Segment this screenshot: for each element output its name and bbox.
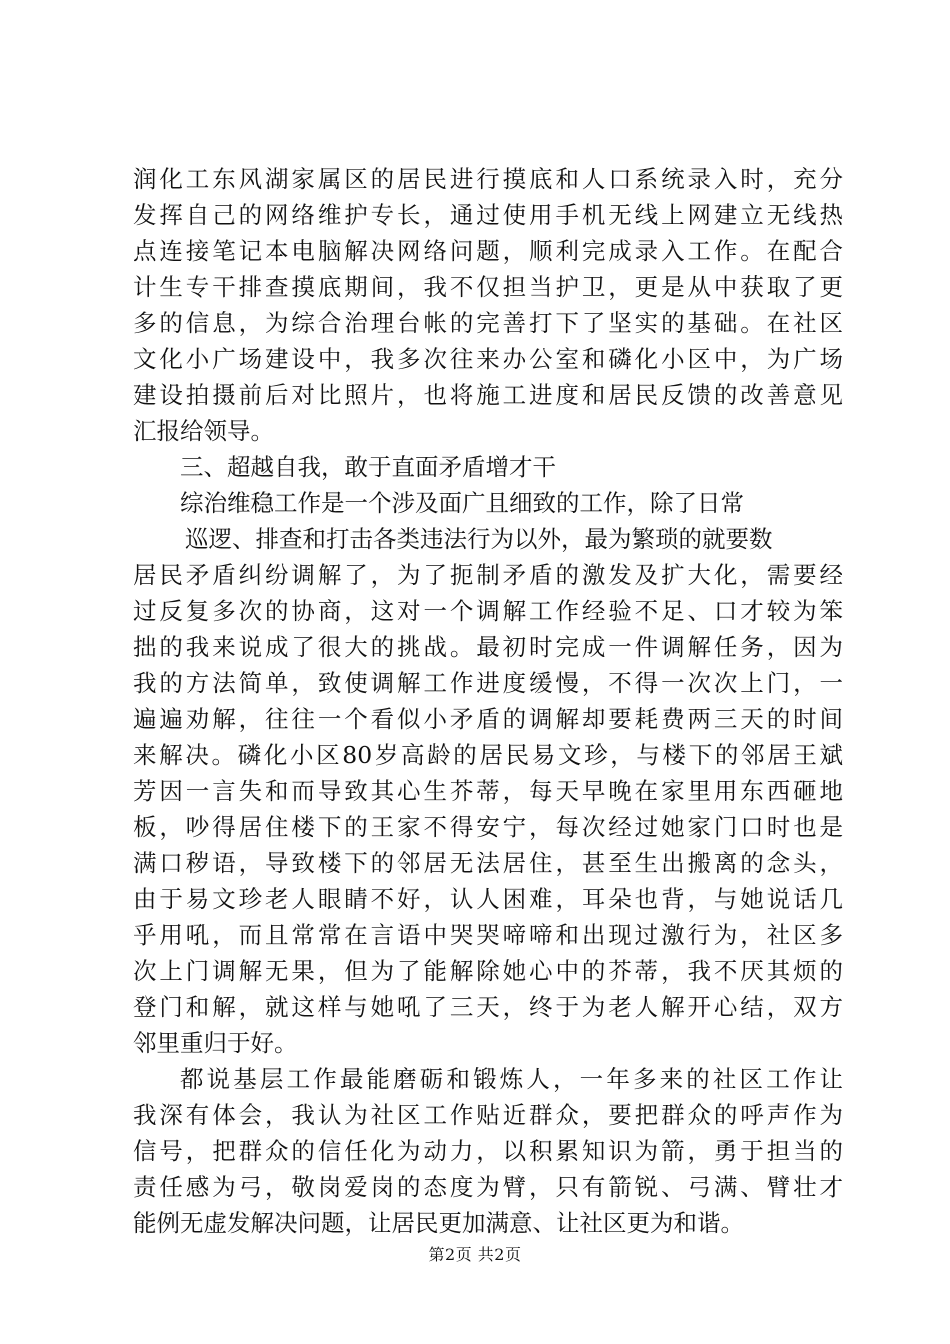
text-line: 板，吵得居住楼下的王家不得安宁，每次经过她家门口时也是 [133,813,843,841]
text-line: 计生专干排查摸底期间，我不仅担当护卫，更是从中获取了更 [133,273,843,301]
page-footer: 第2页 共2页 [428,1245,522,1264]
paragraph-first-line: 综治维稳工作是一个涉及面广且细致的工作，除了日常 [180,489,744,517]
text-line: 满口秽语，导致楼下的邻居无法居住，甚至生出搬离的念头， [133,849,843,877]
text-line: 汇报给领导。 [133,417,274,445]
text-line: 信号，把群众的信任化为动力，以积累知识为箭，勇于担当的 [133,1137,843,1165]
text-line: 乎用吼，而且常常在言语中哭哭啼啼和出现过激行为，社区多 [133,921,843,949]
text-line: 巡逻、排查和打击各类违法行为以外，最为繁琐的就要数 [185,525,773,553]
text-line: 次上门调解无果，但为了能解除她心中的芥蒂，我不厌其烦的 [133,957,843,985]
section-heading: 三、超越自我，敢于直面矛盾增才干 [180,453,556,481]
text-line: 能例无虚发解决问题，让居民更加满意、让社区更为和谐。 [133,1209,744,1237]
text-line: 我的方法简单，致使调解工作进度缓慢，不得一次次上门，一 [133,669,843,697]
text-line: 居民矛盾纠纷调解了，为了扼制矛盾的激发及扩大化，需要经 [133,561,843,589]
text-line: 我深有体会，我认为社区工作贴近群众，要把群众的呼声作为 [133,1101,843,1129]
text-line: 登门和解，就这样与她吼了三天，终于为老人解开心结，双方 [133,993,843,1021]
text-line: 来解决。磷化小区80岁高龄的居民易文珍，与楼下的邻居王斌 [133,741,843,769]
text-line: 由于易文珍老人眼睛不好，认人困难，耳朵也背，与她说话几 [133,885,843,913]
text-line: 拙的我来说成了很大的挑战。最初时完成一件调解任务，因为 [133,633,843,661]
text-line: 建设拍摄前后对比照片，也将施工进度和居民反馈的改善意见 [133,381,843,409]
text-line: 多的信息，为综合治理台帐的完善打下了坚实的基础。在社区 [133,309,843,337]
text-line: 邻里重归于好。 [133,1029,298,1057]
text-line: 润化工东风湖家属区的居民进行摸底和人口系统录入时，充分 [133,165,843,193]
document-body [133,161,843,1241]
text-line: 遍遍劝解，往往一个看似小矛盾的调解却要耗费两三天的时间 [133,705,843,733]
text-line: 芳因一言失和而导致其心生芥蒂，每天早晚在家里用东西砸地 [133,777,843,805]
text-line: 责任感为弓，敬岗爱岗的态度为臂，只有箭锐、弓满、臂壮才 [133,1173,843,1201]
text-line: 发挥自己的网络维护专长，通过使用手机无线上网建立无线热 [133,201,843,229]
text-line: 过反复多次的协商，这对一个调解工作经验不足、口才较为笨 [133,597,843,625]
text-line: 文化小广场建设中，我多次往来办公室和磷化小区中，为广场 [133,345,843,373]
text-line: 点连接笔记本电脑解决网络问题，顺利完成录入工作。在配合 [133,237,843,265]
paragraph-first-line: 都说基层工作最能磨砺和锻炼人，一年多来的社区工作让 [180,1065,843,1093]
